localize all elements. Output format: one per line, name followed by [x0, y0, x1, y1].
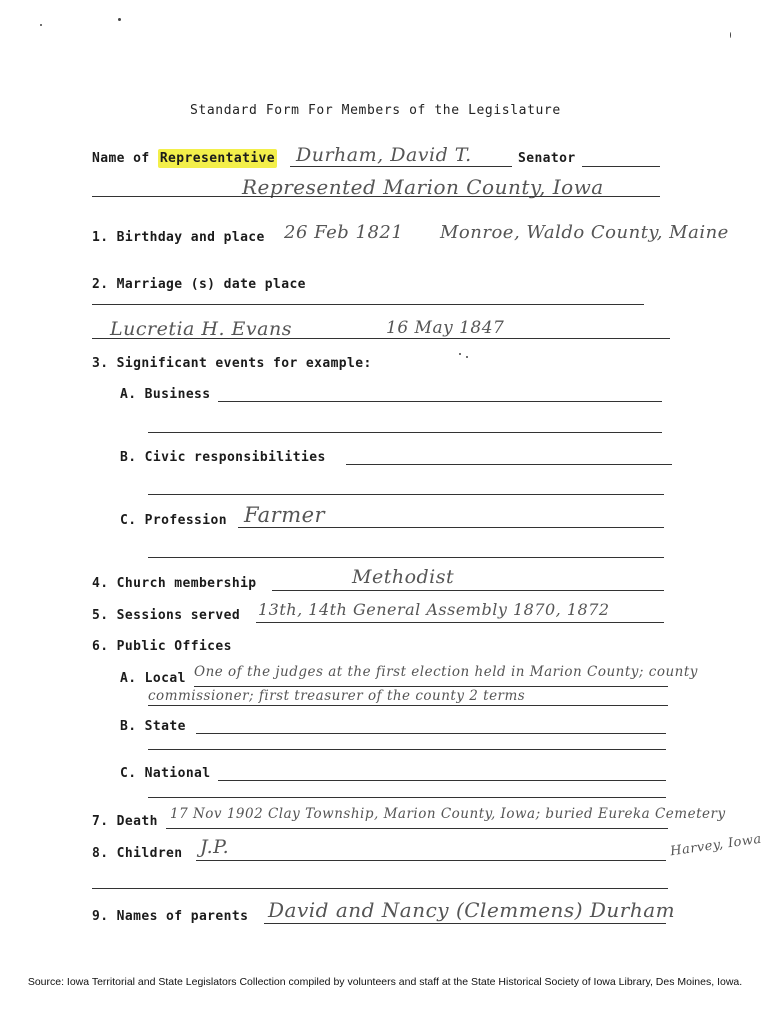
national-line-1 [218, 780, 666, 781]
represented-line [92, 196, 660, 197]
handwritten-sessions: 13th, 14th General Assembly 1870, 1872 [258, 600, 610, 619]
name-of-label [92, 151, 277, 166]
civic-line-2 [148, 494, 664, 495]
handwritten-children: J.P. [200, 836, 230, 858]
handwritten-death-2: Harvey, Iowa [669, 831, 763, 860]
handwritten-spouse: Lucretia H. Evans [110, 318, 292, 340]
representative-highlight: Representative [159, 151, 276, 166]
marriage-line-1 [92, 304, 644, 305]
local-label: A. Local [120, 671, 186, 686]
handwritten-marriage-date: 16 May 1847 [386, 318, 505, 338]
scan-speck [118, 18, 121, 21]
death-label: 7. Death [92, 814, 158, 829]
handwritten-represented: Represented Marion County, Iowa [242, 175, 604, 199]
parents-label: 9. Names of parents [92, 909, 249, 924]
handwritten-church: Methodist [352, 566, 455, 588]
birthday-label: 1. Birthday and place [92, 230, 265, 245]
death-line [166, 828, 668, 829]
church-label: 4. Church membership [92, 576, 257, 591]
national-line-2 [148, 797, 666, 798]
business-line-2 [148, 432, 662, 433]
sessions-label: 5. Sessions served [92, 608, 241, 623]
public-offices-label: 6. Public Offices [92, 639, 232, 654]
name-of-text: Name of [92, 151, 150, 166]
senator-line [582, 166, 660, 167]
business-label: A. Business [120, 387, 211, 402]
local-line-2 [148, 705, 668, 706]
handwritten-name: Durham, David T. [296, 144, 472, 166]
name-line [290, 166, 512, 167]
state-line-1 [196, 733, 666, 734]
business-line-1 [218, 401, 662, 402]
church-line [272, 590, 664, 591]
scan-speck [40, 24, 42, 26]
source-caption: Source: Iowa Territorial and State Legislators Collection compiled by volunteers and staff at the State Historical Society of Iowa Library, Des Moines, Iowa. [27, 976, 743, 988]
profession-line-1 [238, 527, 664, 528]
handwritten-local-2: commissioner; first treasurer of the county 2 terms [148, 688, 526, 704]
handwritten-birth-date: 26 Feb 1821 [284, 222, 404, 243]
civic-label: B. Civic responsibilities [120, 450, 326, 465]
handwritten-death: 17 Nov 1902 Clay Township, Marion County, Iowa; buried Eureka Cemetery [170, 806, 726, 822]
scan-speck [466, 356, 468, 358]
civic-line-1 [346, 464, 672, 465]
state-label: B. State [120, 719, 186, 734]
marriage-line-2 [92, 338, 670, 339]
state-line-2 [148, 749, 666, 750]
senator-label: Senator [518, 151, 576, 166]
handwritten-local-1: One of the judges at the first election held in Marion County; county [194, 664, 698, 680]
form-title: Standard Form For Members of the Legislature [190, 103, 561, 118]
sessions-line [256, 622, 664, 623]
handwritten-profession: Farmer [244, 503, 326, 527]
profession-label: C. Profession [120, 513, 227, 528]
scan-speck [459, 353, 461, 355]
significant-label: 3. Significant events for example: [92, 356, 372, 371]
handwritten-birth-place: Monroe, Waldo County, Maine [440, 222, 729, 243]
children-label: 8. Children [92, 846, 183, 861]
scan-speck [730, 32, 731, 38]
national-label: C. National [120, 766, 211, 781]
parents-line [264, 923, 666, 924]
marriage-label: 2. Marriage (s) date place [92, 277, 306, 292]
profession-line-2 [148, 557, 664, 558]
handwritten-parents: David and Nancy (Clemmens) Durham [268, 898, 676, 922]
children-line-1 [196, 860, 666, 861]
children-line-2 [92, 888, 668, 889]
local-line-1 [194, 686, 668, 687]
